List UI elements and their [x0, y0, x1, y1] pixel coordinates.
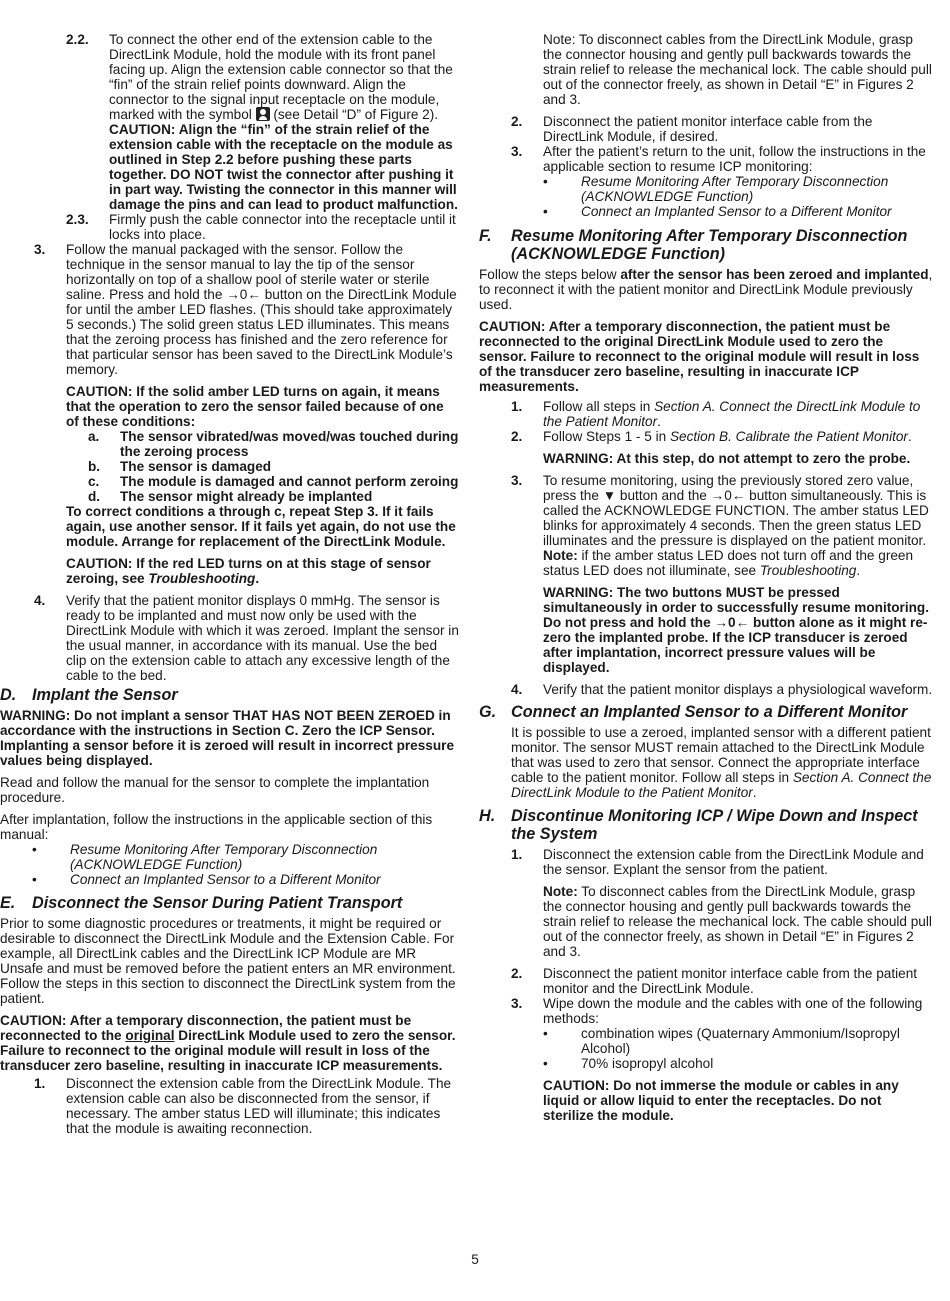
step-number: 3. — [34, 242, 46, 257]
condition-item — [66, 429, 460, 459]
bullet-text: Resume Monitoring After Temporary Disconnection (ACKNOWLEDGE Function) — [70, 842, 378, 872]
step-text: Firmly push the cable connector into the receptacle until it locks into place. — [109, 212, 456, 242]
step-number: 2.3. — [66, 212, 89, 227]
bullet-item — [543, 174, 934, 204]
step-e-2: 2. Disconnect the patient monitor interface cable from the DirectLink Module, if desired. — [511, 114, 873, 144]
condition-label: b. — [88, 459, 101, 474]
caution-text: CAUTION: After a temporary disconnection, the patient must be reconnected to the original DirectLink Module used to zero the sensor. Failure to reconnect to the original module will result in loss of the transducer zero baseline, resulting in inaccurate ICP measurements. — [0, 1013, 456, 1073]
bullet-item — [543, 1056, 934, 1071]
section-d-heading: D. Implant the Sensor — [0, 686, 178, 704]
left-column — [0, 32, 460, 1136]
step-e-1 — [0, 1076, 460, 1136]
bullet-list — [0, 842, 460, 887]
step-f-1: 1. Follow all steps in Section A. Connect the DirectLink Module to the Patient Monitor. — [511, 399, 921, 429]
step-e-3: 3. After the patient’s return to the unit, follow the instructions in the applicable section to resume ICP monitoring: • Resume Monitoring After Temporary Disconnection (ACKNOWLEDGE Function) • Connect an Implanted Sensor to a Different Monitor — [479, 144, 934, 219]
bullet-item — [543, 1026, 934, 1056]
warning-text: WARNING: The two buttons MUST be pressed simultaneously in order to successfully resume monitoring. Do not press and hold the →0← button alone as it might re-zero the implanted probe. If the ICP transducer is zeroed after implantation, incorrect pressure values will be displayed. — [543, 585, 930, 675]
right-column — [479, 32, 934, 1123]
condition-item — [66, 489, 460, 504]
bullet-icon: • — [543, 1026, 548, 1041]
condition-item — [66, 459, 460, 474]
step-f-3: 3. To resume monitoring, using the previously stored zero value, press the ▼ button and the →0← button simultaneously. This is called the ACKNOWLEDGE FUNCTION. The amber status LED blinks for approximately 4 seconds. Then the green status LED illuminates and the pressure is displayed on the patient monitor. Note: if the amber status LED does not turn off and the green status LED does not illuminate, see Troubleshooting. WARNING: The two buttons MUST be pressed simultaneously in order to successfully resume monitoring. Do not press and hold the →0← button alone as it might re-zero the implanted probe. If the ICP transducer is zeroed after implantation, incorrect pressure values will be displayed. — [479, 473, 934, 682]
warning-text: WARNING: Do not implant a sensor THAT HAS NOT BEEN ZEROED in accordance with the instructions in Section C. Zero the ICP Sensor. Implanting a sensor before it is zeroed will result in incorrect pressure values being displayed. — [0, 708, 455, 768]
step-text: Disconnect the extension cable from the DirectLink Module. The extension cable can also be disconnected from the sensor, if necessary. The amber status LED will illuminate; this indicates that the module is awaiting reconnection. — [66, 1076, 452, 1136]
condition-text: The module is damaged and cannot perform zeroing — [120, 474, 459, 489]
note-text: Note: To disconnect cables from the DirectLink Module, grasp the connector housing and gently pull backwards towards the strain relief to release the mechanical lock. The cable should pull out of the connector freely, as shown in Detail “E” in Figures 2 and 3. — [543, 32, 932, 107]
step-2-3 — [0, 212, 460, 242]
condition-text: The sensor might already be implanted — [120, 489, 373, 504]
step-4 — [0, 593, 460, 683]
condition-text: The sensor vibrated/was moved/was touched during the zeroing process — [120, 429, 459, 459]
bullet-text: Connect an Implanted Sensor to a Different Monitor — [70, 872, 381, 887]
caution-text: CAUTION: After a temporary disconnection, the patient must be reconnected to the original DirectLink Module used to zero the sensor. Failure to reconnect to the original module will result in loss of the transducer zero baseline, resulting in inaccurate ICP measurements. — [479, 319, 920, 394]
bullet-icon: • — [32, 872, 37, 887]
caution-text: CAUTION: If the red LED turns on at this stage of sensor zeroing, see Troubleshooting. — [66, 556, 431, 586]
bullet-item — [32, 872, 460, 887]
step-3 — [0, 242, 460, 593]
step-text: To connect the other end of the extension cable to the DirectLink Module, hold the module with its front panel facing up. Align the extension cable connector so that the “fin” of the strain relief points downward. Align the connector to the signal input receptacle on the module, marked with the symbol (see Detail “D” of Figure 2). — [109, 32, 453, 122]
step-h-2: 2. Disconnect the patient monitor interface cable from the patient monitor and the DirectLink Module. — [511, 966, 918, 996]
bullet-text: 70% isopropyl alcohol — [581, 1056, 714, 1071]
caution-text: CAUTION: If the solid amber LED turns on again, it means that the operation to zero the sensor failed because of one of these conditions: — [66, 384, 444, 429]
condition-text: The sensor is damaged — [120, 459, 272, 474]
bullet-icon: • — [543, 1056, 548, 1071]
bullet-text: Resume Monitoring After Temporary Disconnection (ACKNOWLEDGE Function) — [581, 174, 889, 204]
paragraph: It is possible to use a zeroed, implanted sensor with a different patient monitor. The sensor MUST remain attached to the DirectLink Module that was used to zero that sensor. Connect the appropriate interface cable to the patient monitor. Follow all steps in Section A. Connect the DirectLink Module to the Patient Monitor. — [511, 725, 932, 800]
step-number: 2.2. — [66, 32, 89, 47]
step-number: 1. — [34, 1076, 46, 1091]
bullet-icon: • — [543, 204, 548, 219]
step-text: Follow the manual packaged with the sensor. Follow the technique in the sensor manual to lay the tip of the sensor horizontally on top of a shallow pool of sterile water or sterile saline. Press and hold the →0← button on the DirectLink Module for until the amber LED flashes. (This should take approximately 5 seconds.) The solid green status LED illuminates. This means that the zeroing process has finished and the zero reference for that particular sensor has been saved to the DirectLink Module’s memory. — [66, 242, 457, 377]
bullet-text: Connect an Implanted Sensor to a Different Monitor — [581, 204, 892, 219]
section-h-heading: H. Discontinue Monitoring ICP / Wipe Down and Inspect the System — [479, 807, 918, 843]
condition-list — [66, 429, 460, 504]
signal-input-symbol-icon — [256, 107, 270, 121]
correction-text: To correct conditions a through c, repeat Step 3. If it fails again, use another sensor. If it fails yet again, do not use the module. Arrange for replacement of the DirectLink Module. — [66, 504, 456, 549]
section-f-heading: F. Resume Monitoring After Temporary Disconnection (ACKNOWLEDGE Function) — [479, 227, 908, 263]
paragraph: After implantation, follow the instructions in the applicable section of this manual: — [0, 812, 433, 842]
bullet-item — [543, 204, 934, 219]
step-number: 4. — [34, 593, 46, 608]
step-f-2: 2. Follow Steps 1 - 5 in Section B. Calibrate the Patient Monitor. WARNING: At this step, do not attempt to zero the probe. — [479, 429, 934, 473]
condition-item — [66, 474, 460, 489]
condition-label: a. — [88, 429, 100, 444]
section-e-heading: E. Disconnect the Sensor During Patient Transport — [0, 894, 403, 912]
paragraph: Follow the steps below after the sensor has been zeroed and implanted, to reconnect it with the patient monitor and DirectLink Module previously used. — [479, 267, 933, 312]
paragraph: Prior to some diagnostic procedures or treatments, it might be required or desirable to disconnect the DirectLink Module and the Extension Cable. For example, all DirectLink cables and the DirectLink ICP Module are MR Unsafe and must be removed before the patient enters an MR environment. Follow the steps in this section to disconnect the DirectLink system from the patient. — [0, 916, 456, 1006]
condition-label: c. — [88, 474, 100, 489]
section-g-heading: G. Connect an Implanted Sensor to a Different Monitor — [479, 703, 908, 721]
bullet-text: combination wipes (Quaternary Ammonium/Isopropyl Alcohol) — [581, 1026, 900, 1056]
bullet-item — [32, 842, 460, 872]
condition-label: d. — [88, 489, 101, 504]
warning-text: WARNING: At this step, do not attempt to zero the probe. — [543, 451, 911, 466]
step-f-4: 4. Verify that the patient monitor displays a physiological waveform. — [511, 682, 933, 697]
caution-text: CAUTION: Do not immerse the module or cables in any liquid or allow liquid to enter the receptacles. Do not sterilize the module. — [543, 1078, 899, 1123]
bullet-icon: • — [543, 174, 548, 189]
step-h-1: 1. Disconnect the extension cable from the DirectLink Module and the sensor. Explant the sensor from the patient. Note: To disconnect cables from the DirectLink Module, grasp the connector housing and gently pull backwards towards the strain relief to release the mechanical lock. The cable should pull out of the connector freely, as shown in Detail “E” in Figures 2 and 3. — [511, 847, 932, 959]
step-2-2 — [0, 32, 460, 212]
bullet-list — [543, 1026, 934, 1071]
bullet-list — [543, 174, 934, 219]
caution-text: CAUTION: Align the “fin” of the strain relief of the extension cable with the receptacle on the module as outlined in Step 2.2 before pushing these parts together. DO NOT twist the connector after pushing it in part way. Twisting the connector in this manner will damage the pins and can lead to product malfunction. — [109, 122, 458, 212]
paragraph: Read and follow the manual for the sensor to complete the implantation procedure. — [0, 775, 430, 805]
step-h-3: 3. Wipe down the module and the cables with one of the following methods: • combination wipes (Quaternary Ammonium/Isopropyl Alcohol) • 70% isopropyl alcohol CAUTION: Do not immerse the module or cables in any liquid or allow liquid to enter the receptacles. Do not sterilize the module. — [479, 996, 934, 1123]
bullet-icon: • — [32, 842, 37, 857]
page-number: 5 — [471, 1252, 479, 1267]
step-text: Verify that the patient monitor displays 0 mmHg. The sensor is ready to be implanted and must now only be used with the DirectLink Module with which it was zeroed. Implant the sensor in the usual manner, in accordance with its manual. Use the bed clip on the extension cable to attach any excessive length of the cable to the bed. — [66, 593, 459, 683]
